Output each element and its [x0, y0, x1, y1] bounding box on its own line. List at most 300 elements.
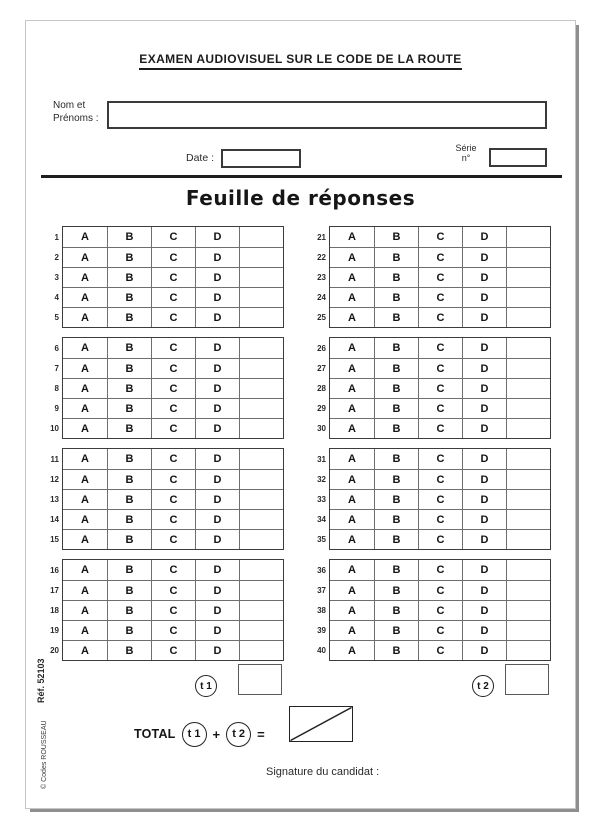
- answer-cell-c[interactable]: C: [151, 530, 195, 549]
- answer-grid-left: [38, 226, 284, 661]
- answer-row: [63, 600, 283, 620]
- answer-row: [330, 640, 550, 660]
- answer-cell-a[interactable]: A: [81, 624, 89, 637]
- name-label-line2: Prénoms :: [53, 113, 99, 124]
- answer-row: [63, 398, 283, 418]
- answer-row: [63, 267, 283, 287]
- exam-title-text: EXAMEN AUDIOVISUEL SUR LE CODE DE LA ROUTE: [139, 52, 461, 70]
- answer-row: [63, 418, 283, 438]
- mark-cell[interactable]: [239, 510, 283, 529]
- answer-cell-a[interactable]: A: [348, 493, 356, 506]
- answer-cell-b[interactable]: B: [107, 449, 151, 469]
- answer-block: [305, 448, 551, 550]
- answer-cell-b[interactable]: B: [374, 510, 418, 529]
- answer-cell-c[interactable]: C: [418, 227, 462, 247]
- answer-cell-d[interactable]: D: [195, 338, 239, 358]
- question-number: 31: [317, 454, 326, 464]
- answer-row: [330, 418, 550, 438]
- answer-cell-b[interactable]: B: [374, 268, 418, 287]
- mark-cell[interactable]: [506, 530, 550, 549]
- answer-cell-c[interactable]: C: [418, 379, 462, 398]
- mark-cell[interactable]: [506, 338, 550, 358]
- answer-cell-a[interactable]: A: [81, 564, 89, 576]
- answer-cell-a[interactable]: A: [81, 584, 89, 597]
- mark-cell[interactable]: [506, 470, 550, 489]
- question-number: 26: [317, 343, 326, 353]
- mark-cell[interactable]: [239, 621, 283, 640]
- answer-row: [63, 227, 283, 247]
- question-number: 16: [50, 565, 59, 575]
- answer-cell-d[interactable]: D: [195, 490, 239, 509]
- answer-cell-b[interactable]: B: [107, 601, 151, 620]
- answer-row: [63, 560, 283, 580]
- question-number: 23: [317, 272, 326, 282]
- answer-cell-c[interactable]: C: [418, 248, 462, 267]
- answer-cell-b[interactable]: B: [107, 470, 151, 489]
- mark-cell[interactable]: [506, 560, 550, 580]
- answer-cell-b[interactable]: B: [107, 581, 151, 600]
- answer-cell-d[interactable]: D: [462, 560, 506, 580]
- answer-cell-c[interactable]: C: [151, 510, 195, 529]
- mark-cell[interactable]: [239, 359, 283, 378]
- answer-cell-a[interactable]: A: [348, 584, 356, 597]
- answer-table: [329, 226, 551, 328]
- sheet-title: Feuille de réponses: [185, 186, 416, 210]
- mark-cell[interactable]: [239, 470, 283, 489]
- mark-cell[interactable]: [506, 379, 550, 398]
- answer-table: [62, 337, 284, 439]
- mark-cell[interactable]: [239, 530, 283, 549]
- answer-cell-a[interactable]: A: [348, 382, 356, 395]
- answer-cell-c[interactable]: C: [418, 399, 462, 418]
- answer-cell-a[interactable]: A: [348, 342, 356, 354]
- answer-cell-a[interactable]: A: [348, 644, 356, 657]
- answer-cell-b[interactable]: B: [374, 308, 418, 327]
- answer-cell-d[interactable]: D: [462, 510, 506, 529]
- serie-field[interactable]: [489, 148, 547, 167]
- answer-cell-c[interactable]: C: [418, 338, 462, 358]
- subtotal-box-t2[interactable]: [505, 664, 549, 695]
- mark-cell[interactable]: [239, 560, 283, 580]
- answer-cell-a[interactable]: A: [81, 382, 89, 395]
- answer-cell-a[interactable]: A: [81, 271, 89, 284]
- question-number: 37: [317, 585, 326, 595]
- serie-label-line1: Série: [455, 143, 477, 153]
- answer-cell-c[interactable]: C: [418, 601, 462, 620]
- answer-cell-d[interactable]: D: [462, 248, 506, 267]
- answer-cell-c[interactable]: C: [151, 490, 195, 509]
- answer-cell-a[interactable]: A: [348, 453, 356, 465]
- answer-cell-a[interactable]: A: [348, 362, 356, 375]
- answer-cell-a[interactable]: A: [81, 604, 89, 617]
- question-numbers: [38, 339, 59, 440]
- answer-cell-d[interactable]: D: [195, 419, 239, 438]
- answer-cell-c[interactable]: C: [418, 510, 462, 529]
- mark-cell[interactable]: [239, 379, 283, 398]
- answer-row: [63, 449, 283, 469]
- answer-cell-c[interactable]: C: [151, 227, 195, 247]
- answer-cell-d[interactable]: D: [462, 419, 506, 438]
- answer-cell-c[interactable]: C: [418, 308, 462, 327]
- answer-cell-a[interactable]: A: [81, 402, 89, 415]
- date-label: Date :: [186, 152, 215, 164]
- answer-cell-d[interactable]: D: [462, 359, 506, 378]
- answer-cell-b[interactable]: B: [107, 227, 151, 247]
- answer-cell-b[interactable]: B: [374, 641, 418, 660]
- answer-cell-d[interactable]: D: [195, 621, 239, 640]
- answer-cell-d[interactable]: D: [462, 530, 506, 549]
- answer-cell-d[interactable]: D: [462, 601, 506, 620]
- answer-row: [330, 509, 550, 529]
- answer-cell-d[interactable]: D: [195, 399, 239, 418]
- answer-cell-b[interactable]: B: [374, 530, 418, 549]
- question-number: 2: [54, 252, 59, 262]
- question-number: 17: [50, 585, 59, 595]
- answer-cell-b[interactable]: B: [107, 399, 151, 418]
- mark-cell[interactable]: [239, 581, 283, 600]
- answer-cell-d[interactable]: D: [195, 308, 239, 327]
- answer-cell-a[interactable]: A: [81, 473, 89, 486]
- answer-cell-d[interactable]: D: [195, 288, 239, 307]
- mark-cell[interactable]: [239, 308, 283, 327]
- answer-row: [330, 247, 550, 267]
- question-number: 28: [317, 383, 326, 393]
- name-label-line1: Nom et: [53, 100, 86, 111]
- answer-cell-b[interactable]: B: [374, 227, 418, 247]
- answer-block: [38, 337, 284, 439]
- question-number: 10: [50, 423, 59, 433]
- question-number: 40: [317, 645, 326, 655]
- answer-cell-c[interactable]: C: [418, 530, 462, 549]
- answer-cell-b[interactable]: B: [374, 560, 418, 580]
- answer-cell-a[interactable]: A: [348, 251, 356, 264]
- mark-cell[interactable]: [506, 490, 550, 509]
- question-number: 13: [50, 494, 59, 504]
- answer-cell-d[interactable]: D: [195, 379, 239, 398]
- mark-cell[interactable]: [506, 359, 550, 378]
- diagonal-line: [290, 707, 352, 741]
- reference-number: Réf. 52103: [36, 658, 46, 703]
- mark-cell[interactable]: [239, 601, 283, 620]
- question-numbers: [38, 228, 59, 329]
- answer-cell-d[interactable]: D: [195, 268, 239, 287]
- answer-cell-d[interactable]: D: [462, 308, 506, 327]
- answer-cell-a[interactable]: A: [81, 493, 89, 506]
- answer-cell-d[interactable]: D: [462, 621, 506, 640]
- mark-cell[interactable]: [239, 248, 283, 267]
- total-box[interactable]: [289, 706, 353, 742]
- question-number: 25: [317, 312, 326, 322]
- answer-cell-a[interactable]: A: [81, 422, 89, 435]
- mark-cell[interactable]: [506, 399, 550, 418]
- answer-row: [63, 287, 283, 307]
- mark-cell[interactable]: [506, 581, 550, 600]
- answer-cell-c[interactable]: C: [418, 419, 462, 438]
- answer-block: [38, 559, 284, 661]
- mark-cell[interactable]: [239, 641, 283, 660]
- answer-row: [63, 580, 283, 600]
- answer-cell-d[interactable]: D: [195, 530, 239, 549]
- answer-row: [330, 449, 550, 469]
- mark-cell[interactable]: [239, 227, 283, 247]
- answer-cell-a[interactable]: A: [348, 402, 356, 415]
- answer-cell-c[interactable]: C: [151, 268, 195, 287]
- answer-cell-d[interactable]: D: [195, 601, 239, 620]
- mark-cell[interactable]: [506, 227, 550, 247]
- answer-cell-a[interactable]: A: [81, 533, 89, 546]
- answer-cell-b[interactable]: B: [107, 308, 151, 327]
- question-number: 27: [317, 363, 326, 373]
- mark-cell[interactable]: [239, 490, 283, 509]
- answer-cell-a[interactable]: A: [81, 513, 89, 526]
- header-divider: [41, 175, 562, 178]
- answer-cell-a[interactable]: A: [348, 231, 356, 243]
- answer-cell-c[interactable]: C: [151, 248, 195, 267]
- mark-cell[interactable]: [239, 419, 283, 438]
- answer-cell-b[interactable]: B: [374, 470, 418, 489]
- plus-sign: +: [212, 726, 221, 742]
- answer-cell-d[interactable]: D: [195, 510, 239, 529]
- answer-cell-c[interactable]: C: [151, 601, 195, 620]
- answer-row: [63, 489, 283, 509]
- answer-cell-c[interactable]: C: [418, 449, 462, 469]
- mark-cell[interactable]: [506, 601, 550, 620]
- answer-sheet-page: [25, 20, 576, 809]
- answer-cell-d[interactable]: D: [195, 560, 239, 580]
- question-number: 15: [50, 534, 59, 544]
- answer-cell-c[interactable]: C: [151, 288, 195, 307]
- mark-cell[interactable]: [506, 510, 550, 529]
- answer-cell-c[interactable]: C: [151, 308, 195, 327]
- answer-cell-d[interactable]: D: [462, 490, 506, 509]
- answer-cell-b[interactable]: B: [374, 490, 418, 509]
- answer-cell-a[interactable]: A: [348, 533, 356, 546]
- answer-cell-c[interactable]: C: [151, 359, 195, 378]
- answer-cell-c[interactable]: C: [151, 449, 195, 469]
- answer-row: [330, 227, 550, 247]
- answer-cell-b[interactable]: B: [374, 338, 418, 358]
- mark-cell[interactable]: [239, 449, 283, 469]
- answer-cell-c[interactable]: C: [151, 419, 195, 438]
- mark-cell[interactable]: [239, 268, 283, 287]
- answer-cell-a[interactable]: A: [348, 311, 356, 324]
- mark-cell[interactable]: [239, 338, 283, 358]
- answer-row: [63, 640, 283, 660]
- answer-cell-c[interactable]: C: [418, 560, 462, 580]
- answer-cell-b[interactable]: B: [374, 288, 418, 307]
- question-numbers: [305, 228, 326, 329]
- answer-cell-c[interactable]: C: [151, 621, 195, 640]
- answer-cell-a[interactable]: A: [81, 453, 89, 465]
- answer-cell-b[interactable]: B: [374, 621, 418, 640]
- answer-cell-c[interactable]: C: [151, 581, 195, 600]
- answer-cell-a[interactable]: A: [348, 564, 356, 576]
- question-number: 36: [317, 565, 326, 575]
- answer-cell-c[interactable]: C: [418, 288, 462, 307]
- answer-cell-d[interactable]: D: [195, 581, 239, 600]
- answer-cell-a[interactable]: A: [81, 251, 89, 264]
- answer-cell-d[interactable]: D: [195, 359, 239, 378]
- answer-row: [330, 338, 550, 358]
- mark-cell[interactable]: [506, 288, 550, 307]
- answer-row: [330, 489, 550, 509]
- answer-cell-b[interactable]: B: [107, 621, 151, 640]
- answer-table: [62, 559, 284, 661]
- signature-label: Signature du candidat :: [266, 766, 380, 778]
- answer-cell-a[interactable]: A: [348, 624, 356, 637]
- answer-cell-b[interactable]: B: [374, 419, 418, 438]
- answer-cell-d[interactable]: D: [462, 449, 506, 469]
- answer-cell-c[interactable]: C: [151, 338, 195, 358]
- answer-row: [330, 378, 550, 398]
- answer-cell-a[interactable]: A: [81, 231, 89, 243]
- subtotal-box-t1[interactable]: [238, 664, 282, 695]
- answer-cell-d[interactable]: D: [462, 227, 506, 247]
- answer-cell-a[interactable]: A: [348, 604, 356, 617]
- answer-cell-b[interactable]: B: [374, 449, 418, 469]
- answer-row: [63, 378, 283, 398]
- answer-cell-b[interactable]: B: [107, 560, 151, 580]
- question-number: 39: [317, 625, 326, 635]
- answer-row: [63, 358, 283, 378]
- answer-cell-b[interactable]: B: [107, 248, 151, 267]
- answer-cell-a[interactable]: A: [81, 291, 89, 304]
- equals-sign: =: [257, 726, 265, 742]
- answer-row: [63, 620, 283, 640]
- mark-cell[interactable]: [506, 419, 550, 438]
- answer-table: [62, 448, 284, 550]
- answer-cell-b[interactable]: B: [107, 359, 151, 378]
- answer-cell-d[interactable]: D: [462, 581, 506, 600]
- answer-cell-a[interactable]: A: [348, 422, 356, 435]
- answer-cell-d[interactable]: D: [462, 470, 506, 489]
- answer-row: [330, 287, 550, 307]
- date-field[interactable]: [221, 149, 301, 168]
- question-number: 4: [54, 292, 59, 302]
- answer-row: [63, 247, 283, 267]
- answer-cell-d[interactable]: D: [195, 470, 239, 489]
- answer-cell-d[interactable]: D: [462, 379, 506, 398]
- total-label: TOTAL: [134, 727, 176, 741]
- answer-row: [330, 307, 550, 327]
- answer-cell-b[interactable]: B: [107, 641, 151, 660]
- mark-cell[interactable]: [506, 308, 550, 327]
- answer-cell-c[interactable]: C: [418, 641, 462, 660]
- answer-cell-a[interactable]: A: [81, 311, 89, 324]
- answer-cell-b[interactable]: B: [374, 248, 418, 267]
- question-numbers: [305, 450, 326, 551]
- question-number: 38: [317, 605, 326, 615]
- name-label: [53, 99, 99, 125]
- answer-cell-b[interactable]: B: [374, 359, 418, 378]
- mark-cell[interactable]: [506, 449, 550, 469]
- answer-cell-d[interactable]: D: [195, 449, 239, 469]
- answer-cell-c[interactable]: C: [151, 470, 195, 489]
- mark-cell[interactable]: [506, 621, 550, 640]
- answer-cell-b[interactable]: B: [374, 581, 418, 600]
- answer-cell-b[interactable]: B: [107, 268, 151, 287]
- answer-cell-a[interactable]: A: [348, 513, 356, 526]
- answer-cell-a[interactable]: A: [81, 362, 89, 375]
- answer-cell-b[interactable]: B: [374, 601, 418, 620]
- answer-cell-b[interactable]: B: [374, 379, 418, 398]
- answer-row: [330, 469, 550, 489]
- answer-cell-b[interactable]: B: [107, 338, 151, 358]
- mark-cell[interactable]: [506, 641, 550, 660]
- answer-cell-c[interactable]: C: [418, 359, 462, 378]
- answer-cell-c[interactable]: C: [151, 641, 195, 660]
- question-number: 14: [50, 514, 59, 524]
- mark-cell[interactable]: [506, 248, 550, 267]
- question-number: 1: [54, 232, 59, 242]
- question-number: 9: [54, 403, 59, 413]
- mark-cell[interactable]: [506, 268, 550, 287]
- mark-cell[interactable]: [239, 288, 283, 307]
- answer-cell-a[interactable]: A: [348, 473, 356, 486]
- answer-cell-d[interactable]: D: [462, 268, 506, 287]
- question-numbers: [305, 561, 326, 662]
- answer-row: [330, 620, 550, 640]
- answer-cell-c[interactable]: C: [418, 490, 462, 509]
- answer-cell-a[interactable]: A: [348, 271, 356, 284]
- answer-cell-c[interactable]: C: [151, 560, 195, 580]
- answer-cell-b[interactable]: B: [107, 379, 151, 398]
- total-t1-badge: t 1: [182, 722, 207, 747]
- answer-cell-a[interactable]: A: [81, 644, 89, 657]
- answer-cell-a[interactable]: A: [81, 342, 89, 354]
- question-number: 22: [317, 252, 326, 262]
- answer-cell-c[interactable]: C: [418, 621, 462, 640]
- answer-cell-b[interactable]: B: [107, 490, 151, 509]
- answer-cell-d[interactable]: D: [462, 399, 506, 418]
- answer-cell-b[interactable]: B: [107, 510, 151, 529]
- answer-cell-a[interactable]: A: [348, 291, 356, 304]
- answer-cell-d[interactable]: D: [462, 338, 506, 358]
- answer-row: [63, 529, 283, 549]
- answer-row: [63, 509, 283, 529]
- total-t2-badge: t 2: [226, 722, 251, 747]
- name-field[interactable]: [107, 101, 547, 129]
- answer-cell-c[interactable]: C: [151, 399, 195, 418]
- answer-row: [330, 358, 550, 378]
- t2-badge: t 2: [472, 675, 494, 697]
- answer-cell-d[interactable]: D: [195, 227, 239, 247]
- t1-badge: t 1: [195, 675, 217, 697]
- question-number: 3: [54, 272, 59, 282]
- answer-cell-c[interactable]: C: [418, 470, 462, 489]
- answer-grid-right: [305, 226, 551, 661]
- answer-cell-d[interactable]: D: [462, 288, 506, 307]
- answer-cell-b[interactable]: B: [107, 288, 151, 307]
- question-number: 30: [317, 423, 326, 433]
- answer-cell-c[interactable]: C: [418, 581, 462, 600]
- question-number: 7: [54, 363, 59, 373]
- answer-cell-c[interactable]: C: [418, 268, 462, 287]
- answer-table: [329, 448, 551, 550]
- answer-cell-d[interactable]: D: [195, 641, 239, 660]
- exam-title: [26, 50, 575, 70]
- answer-cell-b[interactable]: B: [107, 530, 151, 549]
- question-numbers: [305, 339, 326, 440]
- answer-cell-b[interactable]: B: [107, 419, 151, 438]
- answer-row: [330, 267, 550, 287]
- mark-cell[interactable]: [239, 399, 283, 418]
- answer-cell-c[interactable]: C: [151, 379, 195, 398]
- answer-cell-b[interactable]: B: [374, 399, 418, 418]
- answer-cell-d[interactable]: D: [195, 248, 239, 267]
- answer-cell-d[interactable]: D: [462, 641, 506, 660]
- question-number: 21: [317, 232, 326, 242]
